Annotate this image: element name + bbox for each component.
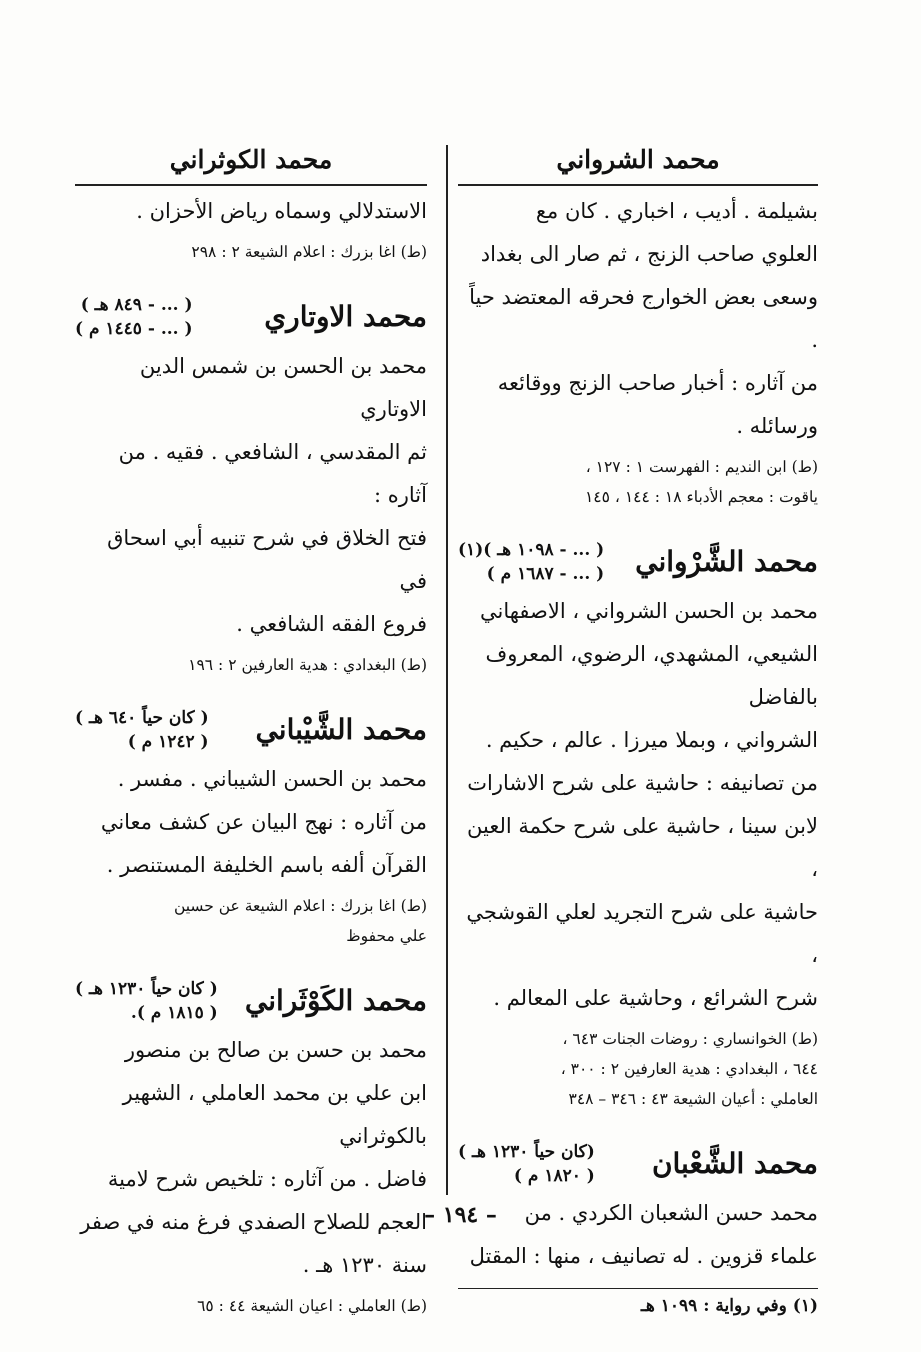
footnote: (١) وفي رواية : ١٠٩٩ هـ <box>458 1288 818 1321</box>
source-line: علي محفوظ <box>346 927 427 945</box>
date-hijri: (كان حياً ١٢٣٠ هـ ) <box>458 1142 595 1162</box>
source-line: (ط) البغدادي : هدية العارفين ٢ : ١٩٦ <box>188 656 427 674</box>
text-line: الاستدلالي وسماه رياض الأحزان . <box>136 199 427 223</box>
entry-dates <box>458 1140 595 1188</box>
entry-heading <box>75 293 427 341</box>
text-line: محمد بن الحسن بن شمس الدين الاوتاري <box>139 354 427 421</box>
running-head-left: محمد الكوثراني <box>75 140 427 186</box>
entry-name: محمد الكَوْثَراني <box>244 984 427 1017</box>
entry-name: محمد الشَّيْباني <box>255 713 427 746</box>
entry-heading <box>75 977 427 1025</box>
entry-dates <box>75 293 193 341</box>
left-column <box>75 140 427 1321</box>
text-line: بشيلمة . أديب ، اخباري . كان مع <box>535 199 818 223</box>
text-line: محمد بن الحسن الشيباني . مفسر . <box>117 767 427 791</box>
text-line: محمد بن الحسن الشرواني ، الاصفهاني <box>479 599 818 623</box>
text-line: فروع الفقه الشافعي . <box>236 612 427 636</box>
date-hijri: ( ... - ٨٤٩ هـ ) <box>80 295 193 315</box>
text-line: محمد حسن الشعبان الكردي . من <box>524 1201 818 1225</box>
text-line: حاشية على شرح التجريد لعلي القوشجي ، <box>466 900 818 967</box>
text-line: العجم للصلاح الصفدي فرغ منه في صفر <box>80 1210 427 1234</box>
source-line: (ط) اغا بزرك : اعلام الشيعة ٢ : ٢٩٨ <box>191 243 427 261</box>
text-line: شرح الشرائع ، وحاشية على المعالم . <box>493 986 818 1010</box>
page-number: – ١٩٤ – <box>424 1202 497 1228</box>
running-head-right: محمد الشرواني <box>458 140 818 186</box>
source-line: ٦٤٤ ، البغدادي : هدية العارفين ٢ : ٣٠٠ ، <box>560 1060 818 1078</box>
date-hijri: ( كان حياً ٦٤٠ هـ ) <box>75 708 209 728</box>
entry-name: محمد الشَّعْبان <box>651 1147 818 1180</box>
right-column <box>458 140 818 1321</box>
text-line: علماء قزوين . له تصانيف ، منها : المقتل <box>469 1244 818 1268</box>
date-gregorian: ( ١٨١٥ م ). <box>130 1003 218 1023</box>
text-line: سنة ١٢٣٠ هـ . <box>302 1253 427 1277</box>
entry-dates <box>75 977 218 1025</box>
source-line: (ط) الخوانساري : روضات الجنات ٦٤٣ ، <box>562 1030 818 1048</box>
source-line: (ط) ابن النديم : الفهرست ١ : ١٢٧ ، <box>585 458 818 476</box>
entry-name: محمد الاوتاري <box>264 300 427 333</box>
text-line: ثم المقدسي ، الشافعي . فقيه . من آثاره : <box>118 440 427 507</box>
entry-heading <box>75 706 427 754</box>
text-line: القرآن ألفه باسم الخليفة المستنصر . <box>106 853 427 877</box>
text-line: ورسائله . <box>736 414 818 438</box>
date-hijri: ( ... - ١٠٩٨ هـ )(١) <box>458 540 605 560</box>
date-gregorian: ( ١٨٢٠ م ) <box>513 1166 595 1186</box>
source-line: (ط) العاملي : اعيان الشيعة ٤٤ : ٦٥ <box>197 1297 427 1315</box>
text-line: الشيعي، المشهدي، الرضوي، المعروف بالفاضل <box>485 642 818 709</box>
text-line: ابن علي بن محمد العاملي ، الشهير بالكوثراني <box>122 1081 427 1148</box>
source-line: (ط) اغا بزرك : اعلام الشيعة عن حسين <box>173 897 427 915</box>
text-line: فاضل . من آثاره : تلخيص شرح لامية <box>107 1167 427 1191</box>
date-gregorian: ( ١٢٤٢ م ) <box>127 732 209 752</box>
date-hijri: ( كان حياً ١٢٣٠ هـ ) <box>75 979 218 999</box>
text-line: وسعى بعض الخوارج فحرقه المعتضد حياً . <box>469 285 818 352</box>
date-gregorian: ( ... - ١٦٨٧ م ) <box>486 564 605 584</box>
entry-dates <box>75 706 209 754</box>
entry-name: محمد الشَّرْواني <box>635 545 818 578</box>
text-line: الشرواني ، وبملا ميرزا . عالم ، حكيم . <box>485 728 818 752</box>
entry-heading <box>458 538 818 586</box>
entry-heading <box>458 1140 818 1188</box>
text-line: لابن سينا ، حاشية على شرح حكمة العين ، <box>467 814 818 881</box>
text-line: من آثاره : نهج البيان عن كشف معاني <box>100 810 427 834</box>
text-line: محمد بن حسن بن صالح بن منصور <box>124 1038 427 1062</box>
text-line: فتح الخلاق في شرح تنبيه أبي اسحاق في <box>107 526 427 593</box>
text-line: العلوي صاحب الزنج ، ثم صار الى بغداد <box>480 242 818 266</box>
entry-dates <box>458 538 604 586</box>
text-line: من تصانيفه : حاشية على شرح الاشارات <box>467 771 818 795</box>
date-gregorian: ( ... - ١٤٤٥ م ) <box>75 319 193 339</box>
source-line: العاملي : أعيان الشيعة ٤٣ : ٣٤٦ – ٣٤٨ <box>568 1090 818 1108</box>
column-divider <box>446 145 448 1195</box>
text-line: من آثاره : أخبار صاحب الزنج ووقائعه <box>497 371 818 395</box>
source-line: ياقوت : معجم الأدباء ١٨ : ١٤٤ ، ١٤٥ <box>584 488 818 506</box>
